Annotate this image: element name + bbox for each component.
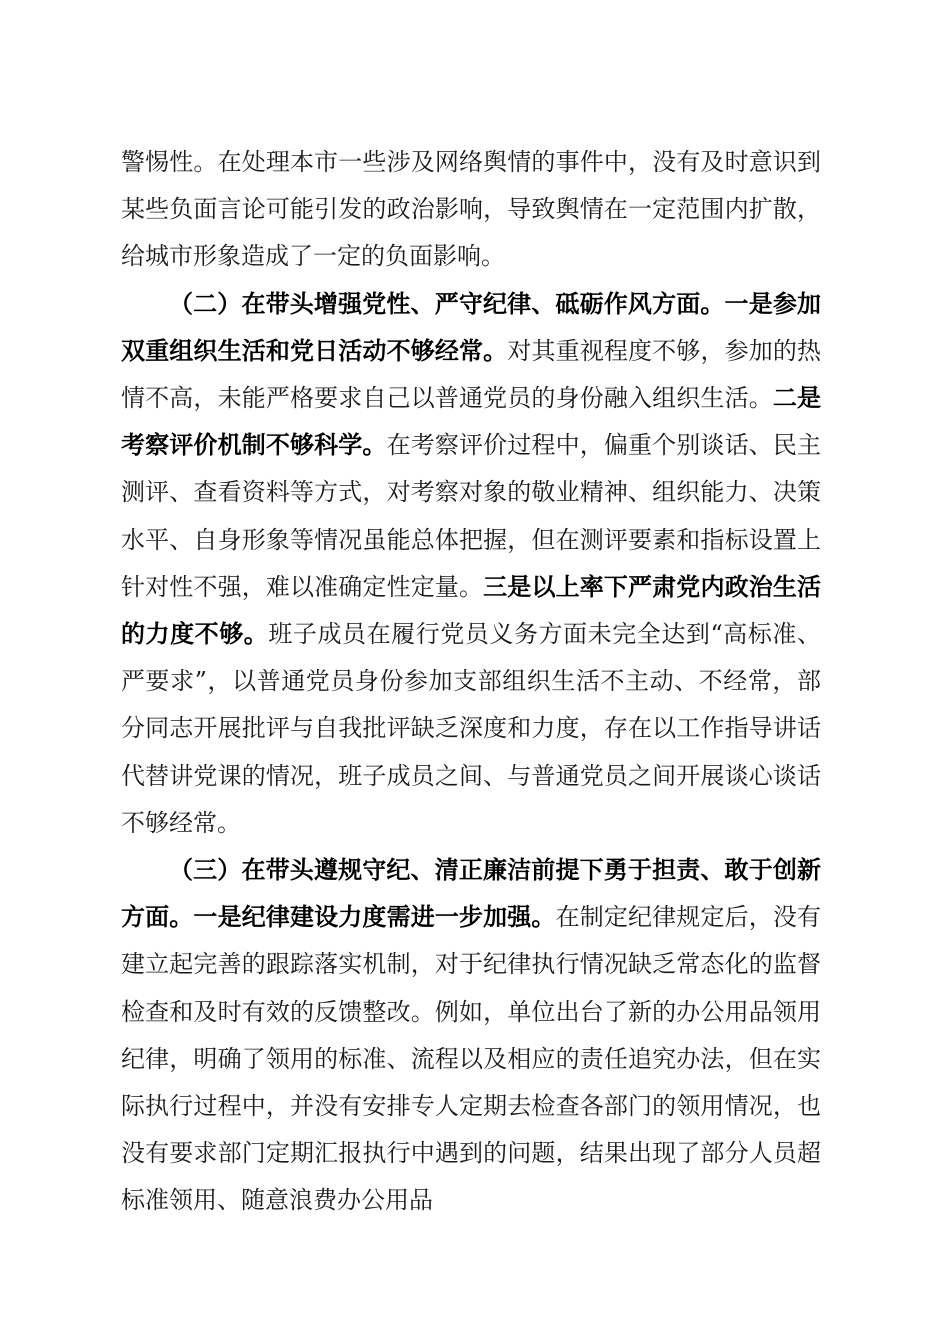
paragraph-text: 在考察评价过程中，偏重个别谈话、民主测评、查看资料等方式，对考察对象的敬业精神、组织能力、决策水平、自身形象等情况虽能总体把握，但在测评要素和指标设置上针对性不强，难以准确定性定量。 [121,431,822,601]
point-two-heading: 二是考察评价机制不够科学。 [121,384,822,460]
paragraph-section-two [121,281,821,847]
section-two-heading: （二）在带头增强党性、严守纪律、砥砺作风方面。一是参加双重组织生活和党日活动不够经常。 [121,289,821,365]
paragraph-section-three [121,847,821,1225]
document-body [121,139,821,1225]
paragraph-text: 对其重视程度不够，参加的热情不高，未能严格要求自己以普通党员的身份融入组织生活。 [121,336,822,413]
point-three-heading: 三是以上率下严肃党内政治生活的力度不够。 [121,572,822,649]
paragraph-text: 警惕性。在处理本市一些涉及网络舆情的事件中，没有及时意识到某些负面言论可能引发的政治影响，导致舆情在一定范围内扩散，给城市形象造成了一定的负面影响。 [121,148,821,271]
paragraph-text: 在制定纪律规定后，没有建立起完善的跟踪落实机制，对于纪律执行情况缺乏常态化的监督检查和及时有效的反馈整改。例如，单位出台了新的办公用品领用纪律，明确了领用的标准、流程以及相应的责任追究办法，但在实际执行过程中，并没有安排专人定期去检查各部门的领用情况，也没有要求部门定期汇报执行中遇到的问题，结果出现了部分人员超标准领用、随意浪费办公用品 [121,903,822,1215]
section-three-heading: （三）在带头遵规守纪、清正廉洁前提下勇于担责、敢于创新方面。一是纪律建设力度需进一步加强。 [121,856,821,932]
paragraph-text: 班子成员在履行党员义务方面未完全达到“高标准、严要求”，以普通党员身份参加支部组织生活不主动、不经常，部分同志开展批评与自我批评缺乏深度和力度，存在以工作指导讲话代替讲党课的情况，班子成员之间、与普通党员之间开展谈心谈话不够经常。 [121,620,821,837]
paragraph-continuation [121,139,821,281]
